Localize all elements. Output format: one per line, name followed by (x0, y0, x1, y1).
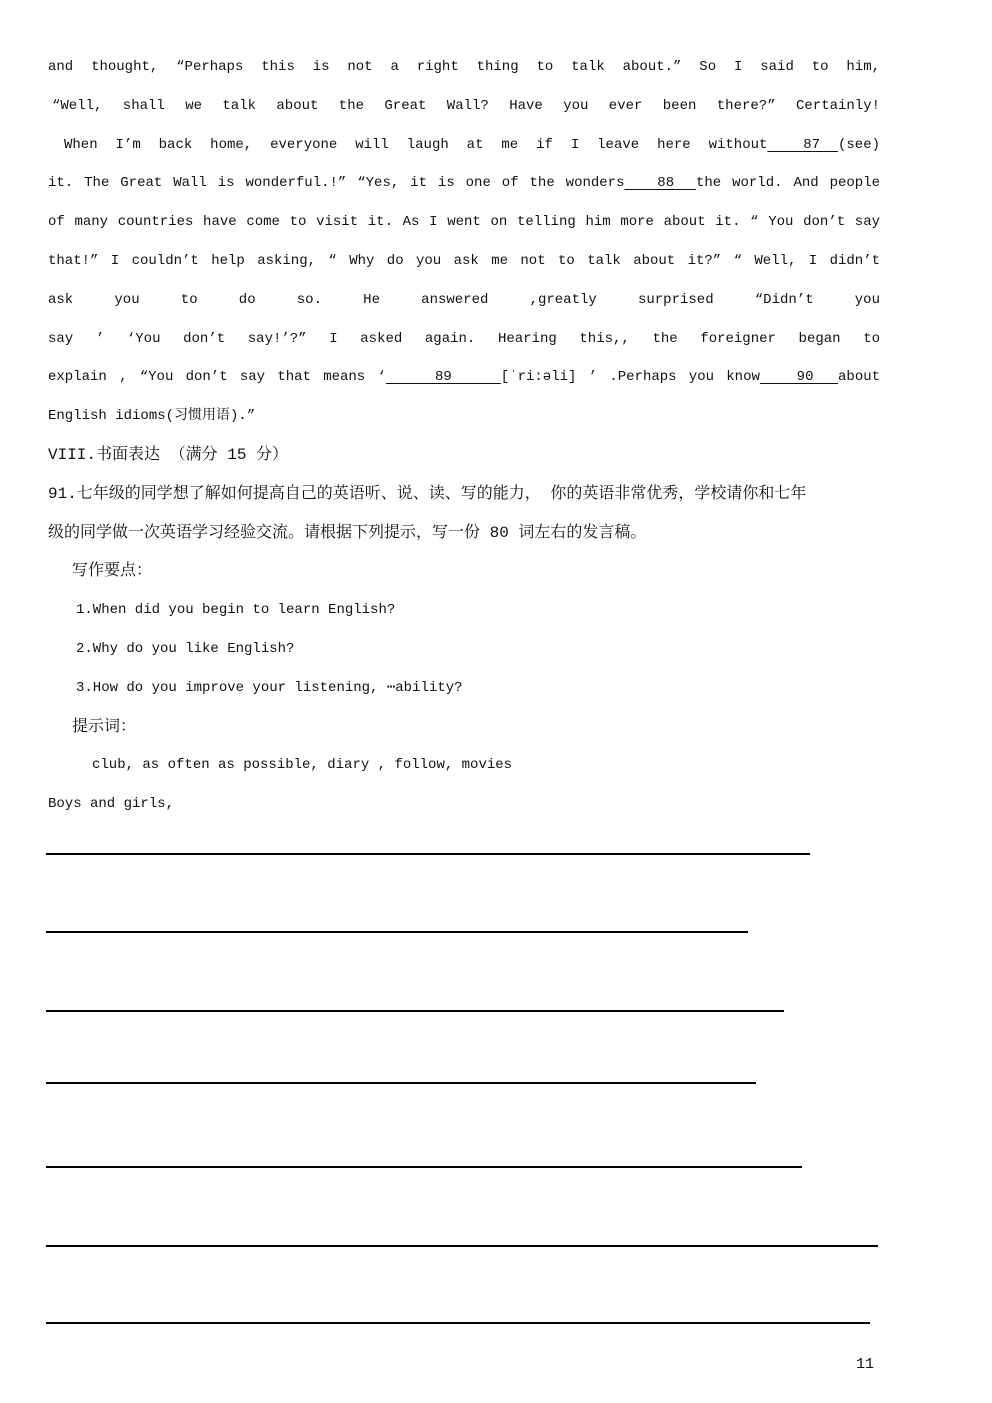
passage-line (48, 785, 880, 824)
answer-writing-line (46, 1082, 756, 1084)
text-segment: 91.七年级的同学想了解如何提高自己的英语听、说、读、写的能力， 你的英语非常优秀，学校请你和七年 (48, 484, 807, 503)
text-segment: 提示词： (72, 717, 137, 736)
text-segment: 1.When did you begin to learn English? (76, 602, 396, 619)
text-segment: club, as often as possible, diary , follow, movies (92, 757, 513, 774)
exam-passage (48, 48, 880, 824)
blank-88: 88 (624, 175, 696, 192)
passage-line (48, 358, 880, 397)
text-segment: about (838, 369, 881, 386)
text-segment: 级的同学做一次英语学习经验交流。请根据下列提示，写一份 80 词左右的发言稿。 (48, 523, 647, 542)
passage-line (48, 126, 880, 165)
passage-line (48, 591, 880, 630)
answer-writing-line (46, 1166, 802, 1168)
text-segment: explain , “You don’t say that means ‘ (48, 369, 386, 386)
passage-line (48, 669, 880, 708)
text-segment: that!” I couldn’t help asking, “ Why do you ask me not to talk about it?” “ Well, I didn’t (48, 252, 880, 269)
passage-line (48, 87, 880, 126)
text-segment: Boys and girls, (48, 796, 175, 813)
text-segment: [ˈri:əli] ’ .Perhaps you know (500, 369, 760, 386)
text-segment: English idioms(习惯用语).” (48, 408, 256, 425)
text-segment: say ’ ‘You don’t say!’?” I asked again. Hearing this,, the foreigner began to (48, 330, 880, 347)
passage-line (48, 164, 880, 203)
passage-line (48, 514, 880, 553)
passage-line (48, 475, 880, 514)
passage-line (48, 397, 880, 436)
passage-line (48, 203, 880, 242)
passage-line (48, 746, 880, 785)
passage-line (48, 242, 880, 281)
text-segment: ask you to do so. He answered ,greatly surprised “Didn’t you (48, 291, 880, 308)
blank-89: 89 (385, 369, 501, 386)
text-segment: 3.How do you improve your listening, ⋯ability? (76, 679, 463, 696)
answer-writing-line (46, 853, 810, 855)
text-segment: the world. And people (695, 175, 880, 192)
answer-writing-line (46, 931, 748, 933)
answer-writing-line (46, 1322, 870, 1324)
passage-line (48, 630, 880, 669)
text-segment: When I’m back home, everyone will laugh at me if I leave here without (64, 136, 768, 153)
answer-writing-line (46, 1010, 784, 1012)
passage-line (48, 48, 880, 87)
passage-line (48, 708, 880, 747)
text-segment: VIII.书面表达 （满分 15 分） (48, 445, 289, 464)
answer-writing-line (46, 1245, 878, 1247)
blank-87: 87 (767, 136, 838, 153)
text-segment: of many countries have come to visit it. As I went on telling him more about it. “ You don’t say (48, 214, 880, 231)
text-segment: and thought, “Perhaps this is not a right thing to talk about.” So I said to him, (48, 59, 880, 75)
passage-line (48, 320, 880, 359)
text-segment: 2.Why do you like English? (76, 640, 295, 657)
passage-line (48, 552, 880, 591)
passage-line (48, 281, 880, 320)
text-segment: 写作要点： (72, 562, 153, 581)
text-segment: “Well, shall we talk about the Great Wall? Have you ever been there?” Certainly! (52, 97, 880, 114)
blank-90: 90 (759, 369, 839, 386)
text-segment: it. The Great Wall is wonderful.!” “Yes, it is one of the wonders (48, 175, 625, 192)
text-segment: (see) (837, 136, 880, 153)
page-number: 11 (856, 1356, 875, 1373)
section-heading (48, 436, 880, 475)
